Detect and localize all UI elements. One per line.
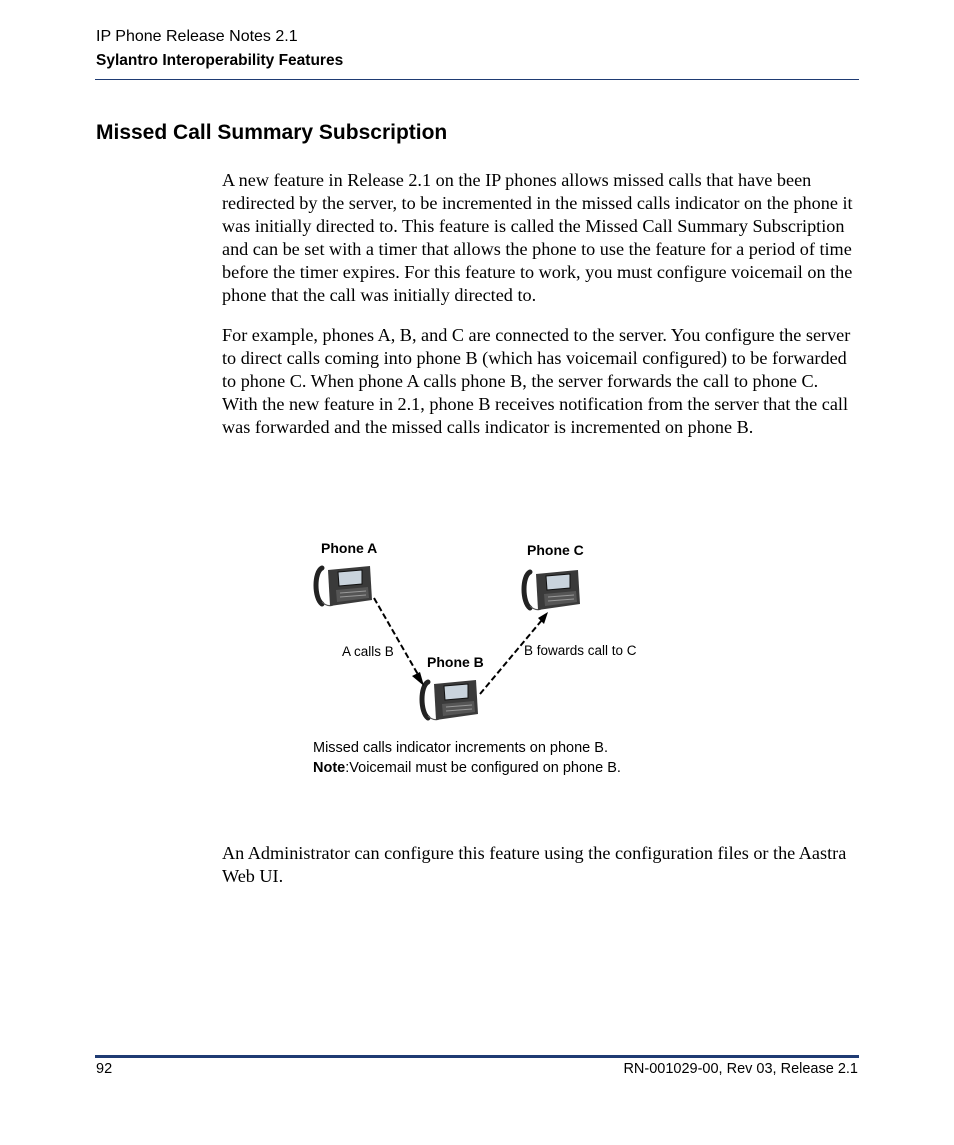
paragraph-intro: A new feature in Release 2.1 on the IP phones allows missed calls that have been redirected by the server, to be incremented in the missed calls indicator on the phone it was initially directed to. This feature is called the Missed Call Summary Subscription and can be set with a timer that allows the phone to use the feature for a period of time before the timer expires. For this feature to work, you must configure voicemail on the phone that the call was initially directed to. (222, 170, 853, 305)
phone-c-label: Phone C (527, 542, 584, 558)
section-heading: Missed Call Summary Subscription (96, 121, 448, 144)
arrow-ab-label: A calls B (342, 644, 394, 659)
diagram-caption: Missed calls indicator increments on phone B. (313, 740, 608, 756)
header-subtitle: Sylantro Interoperability Features (96, 52, 344, 69)
diagram-note (313, 760, 621, 776)
page-number: 92 (96, 1061, 113, 1077)
arrow-a-to-b (374, 598, 420, 678)
header-divider (95, 79, 859, 80)
paragraph-admin: An Administrator can configure this feature using the configuration files or the Aastra Web UI. (222, 843, 847, 886)
document-id: RN-001029-00, Rev 03, Release 2.1 (623, 1061, 858, 1077)
call-arrows (300, 530, 680, 730)
header-title: IP Phone Release Notes 2.1 (96, 28, 298, 45)
call-flow-diagram (300, 530, 680, 790)
phone-a-label: Phone A (321, 540, 378, 556)
note-label: Note (313, 760, 346, 776)
paragraph-example: For example, phones A, B, and C are connected to the server. You configure the server to direct calls coming into phone B (which has voicemail configured) to be forwarded to phone C. When phone A calls phone B, the server forwards the call to phone C. With the new feature in 2.1, phone B receives notification from the server that the call was forwarded and the missed calls indicator is incremented on phone B. (222, 325, 851, 437)
arrow-b-to-c (480, 620, 542, 694)
note-text: :Voicemail must be configured on phone B. (345, 760, 621, 776)
phone-b-label: Phone B (427, 654, 484, 670)
footer-divider (95, 1055, 859, 1058)
arrow-a-to-b-head-icon (412, 672, 424, 686)
arrow-bc-label: B fowards call to C (524, 643, 637, 658)
